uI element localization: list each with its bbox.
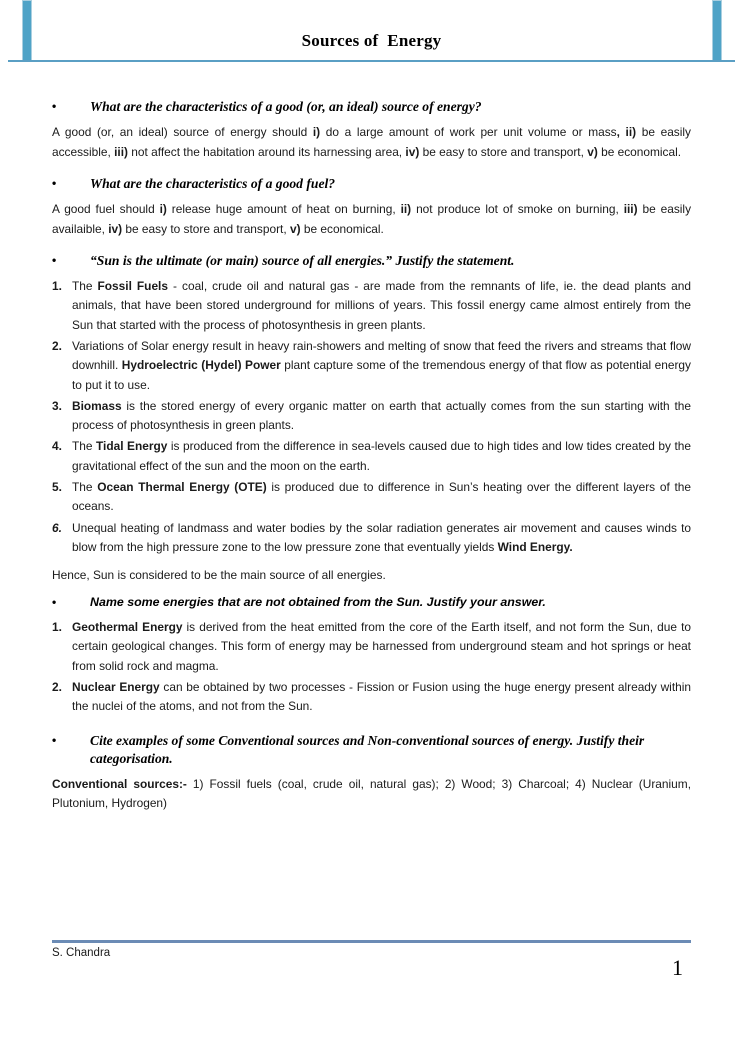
bullet-icon: •	[52, 175, 57, 190]
roman-numeral-iv: iv)	[108, 221, 123, 236]
header-divider	[8, 60, 735, 62]
text-fragment: be easy to store and transport,	[419, 144, 588, 159]
question-heading-text: Cite examples of some Conventional sources and Non-conventional sources of energy. Justify their categorisation.	[90, 732, 645, 766]
answer-list-not-from-sun	[52, 618, 691, 716]
footer-author: S. Chandra	[52, 947, 111, 959]
term-emphasis: Geothermal Energy	[72, 620, 183, 635]
list-item-number: 3.	[52, 398, 62, 413]
question-heading-ideal-source	[52, 98, 691, 116]
roman-numeral-i: i)	[159, 202, 167, 217]
list-item	[52, 277, 691, 335]
text-fragment: A good fuel should	[52, 202, 160, 217]
page-footer	[52, 940, 691, 989]
list-item-number: 4.	[52, 439, 62, 454]
roman-numeral-iii: iii)	[623, 202, 638, 217]
list-item-number: 5.	[52, 479, 62, 494]
text-fragment: plant capture some of the tremendous energy of that flow as potential energy to put it to use.	[72, 358, 691, 392]
list-item-number: 1.	[52, 620, 62, 635]
question-heading-text: What are the characteristics of a good (or, an ideal) source of energy?	[90, 99, 482, 114]
list-item	[52, 678, 691, 717]
bullet-icon: •	[52, 252, 57, 267]
list-item-number: 6.	[52, 520, 62, 535]
term-emphasis: Wind Energy.	[497, 539, 573, 554]
footer-row	[52, 943, 691, 989]
term-emphasis: Nuclear Energy	[72, 679, 160, 694]
text-fragment: not produce lot of smoke on burning,	[411, 202, 624, 217]
question-heading-sun-ultimate	[52, 252, 691, 270]
text-fragment: The	[72, 439, 96, 454]
term-emphasis: Fossil Fuels	[97, 279, 168, 294]
question-heading-text: Name some energies that are not obtained from the Sun. Justify your answer.	[90, 595, 546, 610]
page-title: Sources of Energy	[301, 31, 442, 50]
roman-numeral-v: v)	[587, 144, 598, 159]
text-fragment: 1) Fossil fuels (coal, crude oil, natural gas); 2) Wood; 3) Charcoal; 4) Nuclear (Uranium, Plutonium, Hydrogen)	[52, 777, 691, 811]
conventional-sources-label: Conventional sources:-	[52, 777, 187, 792]
question-heading-not-from-sun	[52, 594, 691, 611]
text-fragment: be easy to store and transport,	[122, 221, 290, 236]
term-emphasis: Biomass	[72, 398, 122, 413]
bullet-icon: •	[52, 595, 57, 610]
roman-numeral-ii: ii)	[400, 202, 412, 217]
roman-numeral-v: v)	[289, 221, 301, 236]
question-heading-conventional	[52, 732, 691, 769]
bullet-icon: •	[52, 732, 57, 747]
text-fragment: be easily accessible,	[52, 125, 691, 159]
term-emphasis: Tidal Energy	[96, 439, 168, 454]
answer-list-sun-ultimate	[52, 277, 691, 557]
text-fragment: be economical.	[300, 221, 384, 236]
answer-good-fuel	[52, 200, 691, 239]
text-fragment: The	[72, 279, 98, 294]
roman-numeral-iii: iii)	[114, 144, 128, 159]
text-fragment: can be obtained by two processes - Fission or Fusion using the huge energy present already within the nuclei of the atoms, and not from the Sun.	[72, 679, 691, 714]
text-fragment: is derived from the heat emitted from the core of the Earth itself, and not form the Sun, due to certain geological changes. This form of energy may be harnessed from underground steam and hot springs or heat from solid rock and magma.	[72, 620, 691, 673]
roman-numeral-ii: , ii)	[616, 125, 637, 140]
text-fragment: do a large amount of work per unit volume or mass	[320, 125, 617, 140]
conclusion-sun-ultimate: Hence, Sun is considered to be the main source of all energies.	[52, 568, 386, 583]
list-item	[52, 337, 691, 395]
question-heading-good-fuel	[52, 175, 691, 193]
list-item-number: 2.	[52, 679, 62, 694]
text-fragment: is produced from the difference in sea-levels caused due to high tides and low tides created by the gravitational effect of the sun and the moon on the earth.	[72, 439, 691, 473]
page-number: 1	[672, 955, 683, 980]
question-heading-text: “Sun is the ultimate (or main) source of all energies.” Justify the statement.	[90, 252, 515, 268]
list-item	[52, 478, 691, 517]
text-fragment: - coal, crude oil and natural gas - are made from the remnants of life, ie. the dead plants and animals, that have been stored underground for millions of years. This fossil energy came almost entirely from the Sun that started with the process of photosynthesis in green plants.	[72, 279, 691, 332]
list-item	[52, 519, 691, 558]
answer-ideal-source	[52, 123, 691, 162]
list-item	[52, 618, 691, 676]
text-fragment: release huge amount of heat on burning,	[166, 202, 401, 217]
text-fragment: A good (or, an ideal) source of energy should	[52, 125, 313, 140]
list-item-number: 1.	[52, 279, 62, 294]
page-header	[0, 0, 743, 64]
text-fragment: be easily availaible,	[52, 202, 692, 236]
list-item	[52, 397, 691, 436]
list-item	[52, 437, 691, 476]
text-fragment: is the stored energy of every organic matter on earth that actually comes from the sun starting with the process of photosynthesis in green plants.	[72, 398, 691, 433]
text-fragment: Unequal heating of landmass and water bodies by the solar radiation generates air movement and causes winds to blow from the high pressure zone to the low pressure zone that eventually yields	[72, 520, 691, 554]
list-item-number: 2.	[52, 339, 62, 353]
text-fragment: The	[72, 479, 98, 494]
text-fragment: Variations of Solar energy result in heavy rain-showers and melting of snow that feed the rivers and streams that flow downhill.	[72, 339, 691, 373]
answer-conventional-sources	[52, 775, 691, 814]
roman-numeral-i: i)	[312, 125, 321, 140]
roman-numeral-iv: iv)	[405, 144, 420, 159]
term-emphasis: Ocean Thermal Energy (OTE)	[97, 479, 267, 494]
document-body	[52, 98, 691, 827]
text-fragment: be economical.	[597, 144, 682, 159]
term-emphasis: Hydroelectric (Hydel) Power	[121, 358, 281, 373]
bullet-icon: •	[52, 99, 57, 113]
question-heading-text: What are the characteristics of a good fuel?	[90, 175, 336, 191]
text-fragment: not affect the habitation around its harnessing area,	[128, 144, 406, 159]
text-fragment: is produced due to difference in Sun’s heating over the different layers of the oceans.	[72, 479, 691, 514]
